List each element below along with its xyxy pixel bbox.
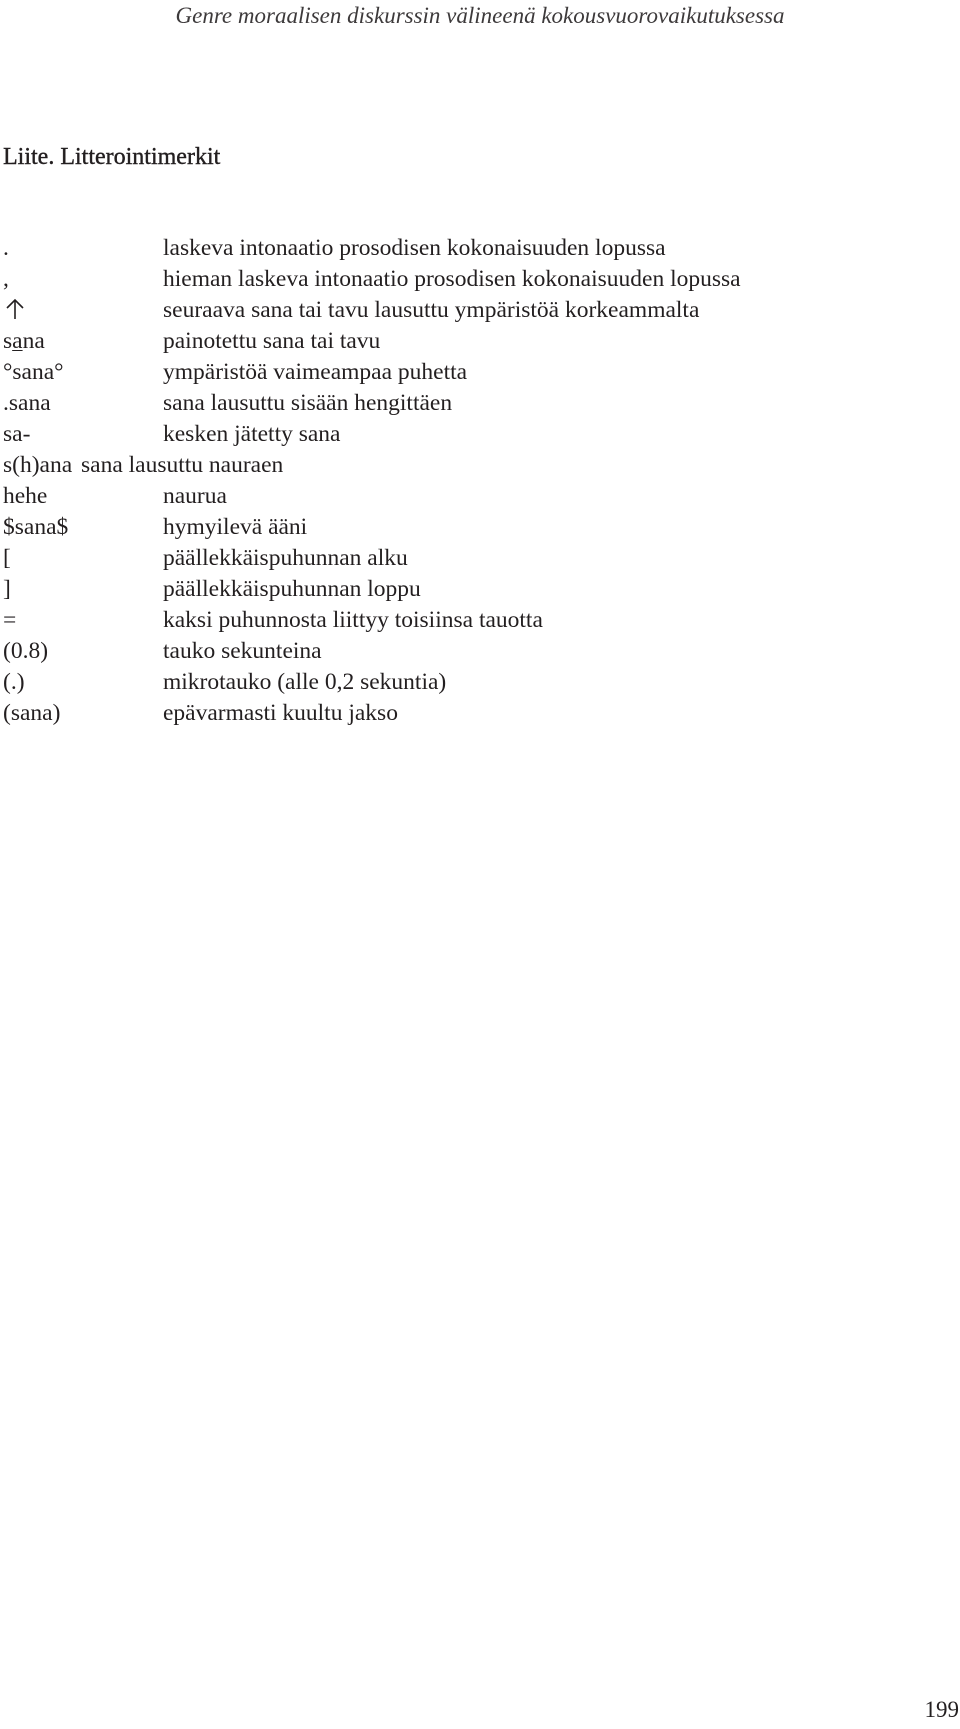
legend-row-quiet-speech xyxy=(0,357,930,388)
legend-row-slightly-falling-intonation xyxy=(0,264,930,295)
legend-symbol: , xyxy=(3,266,9,292)
legend-row-smiling-voice xyxy=(0,512,930,543)
legend-symbol xyxy=(3,295,23,326)
running-header: Genre moraalisen diskurssin välineenä kokousvuorovaikutuksessa xyxy=(175,3,785,28)
legend-row-falling-intonation xyxy=(0,233,930,264)
legend-row-micropause xyxy=(0,667,930,698)
legend-symbol: sa- xyxy=(3,421,31,447)
legend-symbol: ] xyxy=(3,576,11,602)
legend-symbol: hehe xyxy=(3,483,48,509)
legend-symbol: . xyxy=(3,235,9,261)
page-number: 199 xyxy=(924,1697,959,1722)
legend-description: seuraava sana tai tavu lausuttu ympäristöä korkeammalta xyxy=(163,297,700,323)
legend-symbol: = xyxy=(3,607,17,633)
legend-description: sana lausuttu sisään hengittäen xyxy=(163,390,453,416)
legend-symbol: [ xyxy=(3,545,11,571)
legend-description: hymyilevä ääni xyxy=(163,514,308,540)
legend-row-pause xyxy=(0,636,930,667)
stressed-syllable: a xyxy=(12,328,23,354)
legend-description: naurua xyxy=(163,483,227,509)
legend-description: hieman laskeva intonaatio prosodisen kokonaisuuden lopussa xyxy=(163,266,741,292)
legend-description: laskeva intonaatio prosodisen kokonaisuuden lopussa xyxy=(163,235,666,261)
legend-symbol: $sana$ xyxy=(3,514,69,540)
legend-row-latching xyxy=(0,605,930,636)
legend-row-overlap-end xyxy=(0,574,930,605)
legend-symbol: (.) xyxy=(3,669,25,695)
legend-row-inhaled xyxy=(0,388,930,419)
legend-symbol: (0.8) xyxy=(3,638,49,664)
legend-row-overlap-start xyxy=(0,543,930,574)
legend-description: päällekkäispuhunnan alku xyxy=(163,545,408,571)
legend-symbol: s(h)ana xyxy=(3,452,73,478)
legend-description: kaksi puhunnosta liittyy toisiinsa tauotta xyxy=(163,607,543,633)
legend-row-higher-pitch xyxy=(0,295,930,326)
up-arrow-icon xyxy=(5,298,25,320)
legend-row-uncertain xyxy=(0,698,930,729)
legend-description: kesken jätetty sana xyxy=(163,421,341,447)
section-title: Liite. Litterointimerkit xyxy=(3,144,221,170)
legend-row-stressed xyxy=(0,326,930,357)
legend-description: tauko sekunteina xyxy=(163,638,322,664)
legend-symbol: °sana° xyxy=(3,359,64,385)
transcription-legend xyxy=(0,233,930,729)
legend-description: sana lausuttu nauraen xyxy=(81,452,284,478)
legend-description: päällekkäispuhunnan loppu xyxy=(163,576,421,602)
legend-symbol: (sana) xyxy=(3,700,61,726)
legend-row-laughing xyxy=(0,450,930,481)
symbol-part: s xyxy=(3,328,13,354)
legend-description: painotettu sana tai tavu xyxy=(163,328,381,354)
legend-description: ympäristöä vaimeampaa puhetta xyxy=(163,359,468,385)
legend-description: mikrotauko (alle 0,2 sekuntia) xyxy=(163,669,447,695)
legend-symbol: .sana xyxy=(3,390,51,416)
legend-row-laughter xyxy=(0,481,930,512)
legend-symbol xyxy=(3,326,45,357)
legend-description: epävarmasti kuultu jakso xyxy=(163,700,398,726)
symbol-part: na xyxy=(22,328,45,354)
legend-row-cut-off xyxy=(0,419,930,450)
